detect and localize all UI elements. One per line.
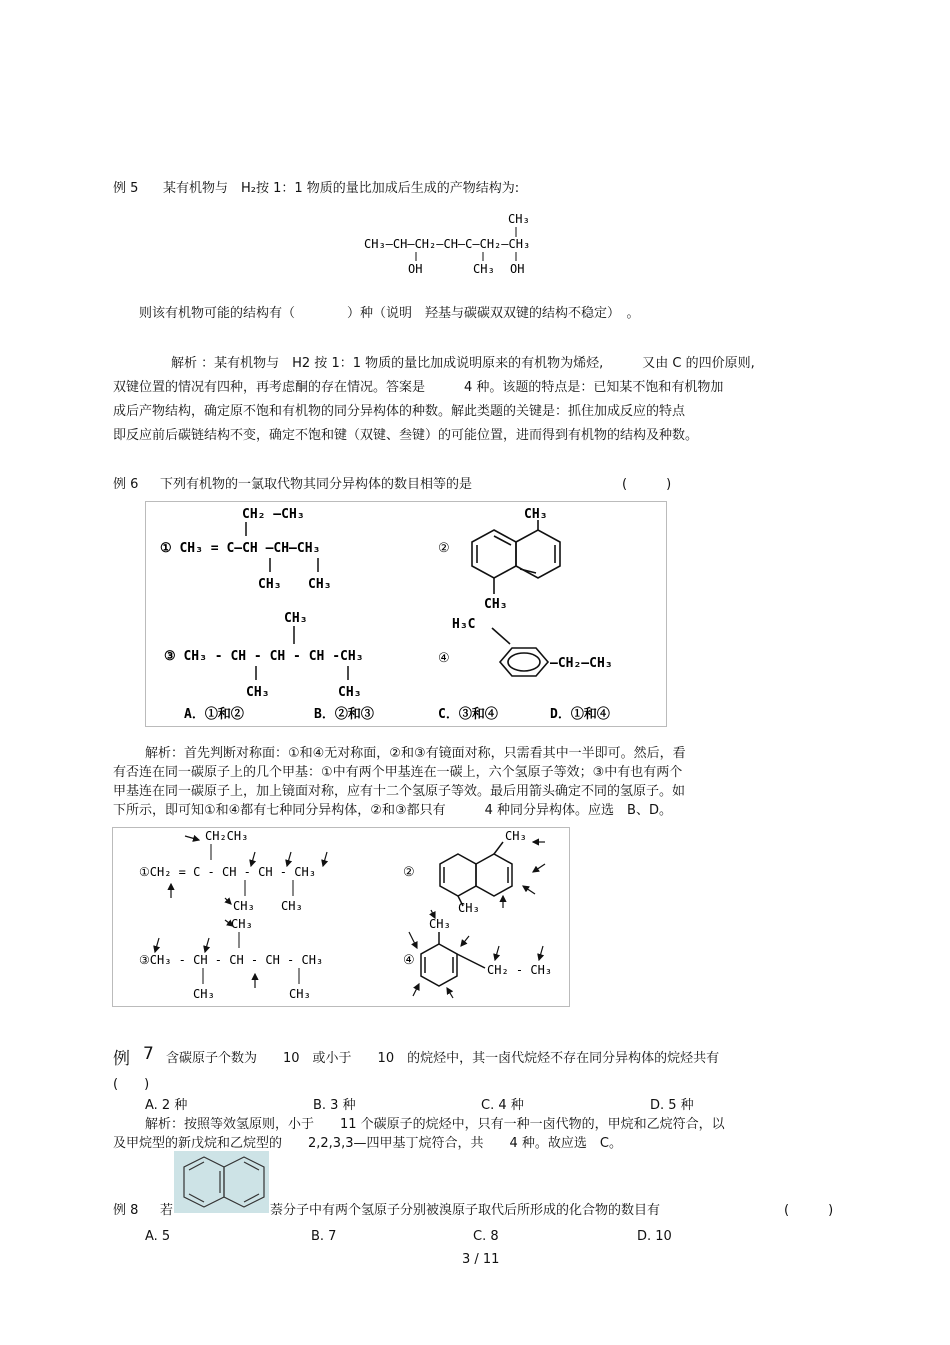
fig1-m1-b1: CH₃: [258, 577, 282, 592]
fig2-m3-top: CH₃: [231, 917, 253, 931]
ex7-paren: ( ): [113, 1077, 150, 1092]
fig1-option-c: C．③和④: [438, 707, 498, 722]
ex6-analysis-3: 甲基连在同一碳原子上，加上镜面对称，应有十二个氢原子等效。最后用箭头确定不同的氢原子。如: [113, 784, 686, 799]
naphthalene-image: [174, 1151, 269, 1213]
ex8-label: 例 8: [113, 1203, 139, 1218]
fig1-m4-right: —CH₂—CH₃: [550, 656, 613, 671]
ex5-analysis-1: 解析 ：某有机物与 H2 按 1：1 物质的量比加成说明原来的有机物为烯烃, 又由 C 的四价原则,: [171, 356, 755, 371]
ex6-label: 例 6: [113, 477, 139, 492]
ex5-label: 例 5: [113, 181, 139, 196]
ex8-option-a: A. 5: [145, 1229, 171, 1244]
ex6-paren: ( ): [622, 477, 672, 492]
ex5-oh-1: OH: [408, 262, 423, 276]
fig2-m2-label: ②: [403, 865, 415, 880]
ex5-text: 某有机物与 H₂按 1：1 物质的量比加成后生成的产物结构为:: [163, 181, 520, 196]
ex5-analysis-4: 即反应前后碳链结构不变，确定不饱和键（双键、叁键）的可能位置，进而得到有机物的结构及种数。: [113, 428, 699, 443]
ex5-oh-2: OH: [510, 262, 525, 276]
ex5-top-ch3: CH₃: [508, 212, 530, 226]
ex8-text: 萘分子中有两个氢原子分别被溴原子取代后所形成的化合物的数目有: [270, 1203, 661, 1218]
fig1-m2-label: ②: [438, 541, 450, 556]
fig1-option-a: A．①和②: [184, 707, 244, 722]
ex7-analysis-2: 及甲烷型的新戊烷和乙烷型的 2,2,3,3—四甲基丁烷符合，共 4 种。故应选 C。: [113, 1136, 622, 1151]
naphthalene-2: [440, 842, 512, 906]
benzene-ring-1: [492, 628, 548, 676]
ex8-option-c: C. 8: [473, 1229, 499, 1244]
ex7-option-a: A. 2 种: [145, 1098, 188, 1113]
fig1-m4-left: H₃C: [452, 617, 476, 632]
fig1-m3-main: ③ CH₃ - CH - CH - CH -CH₃: [164, 649, 364, 664]
ex6-analysis-4: 下所示，即可知①和④都有七种同分异构体，②和③都只有 4 种同分异构体。应选 B、D。: [113, 803, 672, 818]
ex6-analysis-1: 解析：首先判断对称面：①和④无对称面，②和③有镜面对称，只需看其中一半即可。然后，看: [145, 746, 686, 761]
fig2-m1-main: ①CH₂ = C - CH - CH - CH₃: [139, 865, 316, 879]
ex6-text: 下列有机物的一氯取代物其同分异构体的数目相等的是: [160, 477, 473, 492]
ex5-main-chain: CH₃—CH—CH₂—CH—C—CH₂—CH₃: [364, 237, 531, 251]
ex5-question: 则该有机物可能的结构有（ ）种（说明 羟基与碳碳双双键的结构不稳定） 。: [139, 306, 640, 321]
fig1-m3-b2: CH₃: [338, 685, 362, 700]
fig1-m2-bottom: CH₃: [484, 597, 508, 612]
fig2-m1-top: CH₂CH₃: [205, 829, 249, 843]
ex7-label: 例: [113, 1049, 130, 1069]
fig2-m1-b2: CH₃: [281, 899, 303, 913]
fig2-m4-right: CH₂ - CH₃: [487, 963, 553, 977]
ex6-figure-1: [145, 501, 667, 727]
ex7-option-c: C. 4 种: [481, 1098, 524, 1113]
benzene-ring-2: [421, 932, 485, 986]
ex5-analysis-3: 成后产物结构，确定原不饱和有机物的同分异构体的种数。解此类题的关键是：抓住加成反应的特点: [113, 404, 686, 419]
ex8-paren: ( ): [784, 1203, 834, 1218]
ex8-ruo: 若: [160, 1203, 174, 1218]
ex7-option-b: B. 3 种: [313, 1098, 356, 1113]
page-number: 3 / 11: [462, 1252, 500, 1267]
naphthalene-1: [472, 520, 560, 594]
fig1-m4-label: ④: [438, 651, 450, 666]
ex8-option-b: B. 7: [311, 1229, 337, 1244]
ex5-analysis-2: 双键位置的情况有四种，再考虑酮的存在情况。答案是 4 种。该题的特点是：已知某不饱和有机物加: [113, 380, 724, 395]
fig2-m4-label: ④: [403, 953, 415, 968]
ex6-analysis-2: 有否连在同一碳原子上的几个甲基：①中有两个甲基连在一碳上，六个氢原子等效；③中有也有两个: [113, 765, 683, 780]
fig2-m2-arrows: [503, 842, 545, 908]
ex6-figure-2: [112, 827, 570, 1007]
fig1-m2-top: CH₃: [524, 507, 548, 522]
ex5-ch3-below: CH₃: [473, 262, 495, 276]
fig2-m2-bottom: CH₃: [458, 901, 480, 915]
fig2-m3-b1: CH₃: [193, 987, 215, 1001]
fig2-m1-b1: CH₃: [233, 899, 255, 913]
fig1-option-d: D．①和④: [550, 707, 610, 722]
fig2-m3-main: ③CH₃ - CH - CH - CH - CH₃: [139, 953, 324, 967]
fig2-m4-top: CH₃: [429, 917, 451, 931]
ex7-analysis-1: 解析：按照等效氢原则，小于 11 个碳原子的烷烃中，只有一种一卤代物的，甲烷和乙烷符合，以: [145, 1117, 725, 1132]
ex7-text: 含碳原子个数为 10 或小于 10 的烷烃中，其一卤代烷烃不存在同分异构体的烷烃共有: [166, 1051, 720, 1066]
fig1-m3-top: CH₃: [284, 611, 308, 626]
fig1-m1-b2: CH₃: [308, 577, 332, 592]
ex7-option-d: D. 5 种: [650, 1098, 694, 1113]
fig1-m1-main: ① CH₃ = C—CH —CH—CH₃: [160, 541, 321, 556]
fig2-m3-b2: CH₃: [289, 987, 311, 1001]
ex5-structure: [360, 205, 610, 280]
ex8-option-d: D. 10: [637, 1229, 672, 1244]
fig1-m1-top: CH₂ —CH₃: [242, 507, 305, 522]
ex7-num: 7: [143, 1044, 154, 1064]
fig1-m3-b1: CH₃: [246, 685, 270, 700]
fig2-m2-top: CH₃: [505, 829, 527, 843]
fig1-option-b: B．②和③: [314, 707, 374, 722]
